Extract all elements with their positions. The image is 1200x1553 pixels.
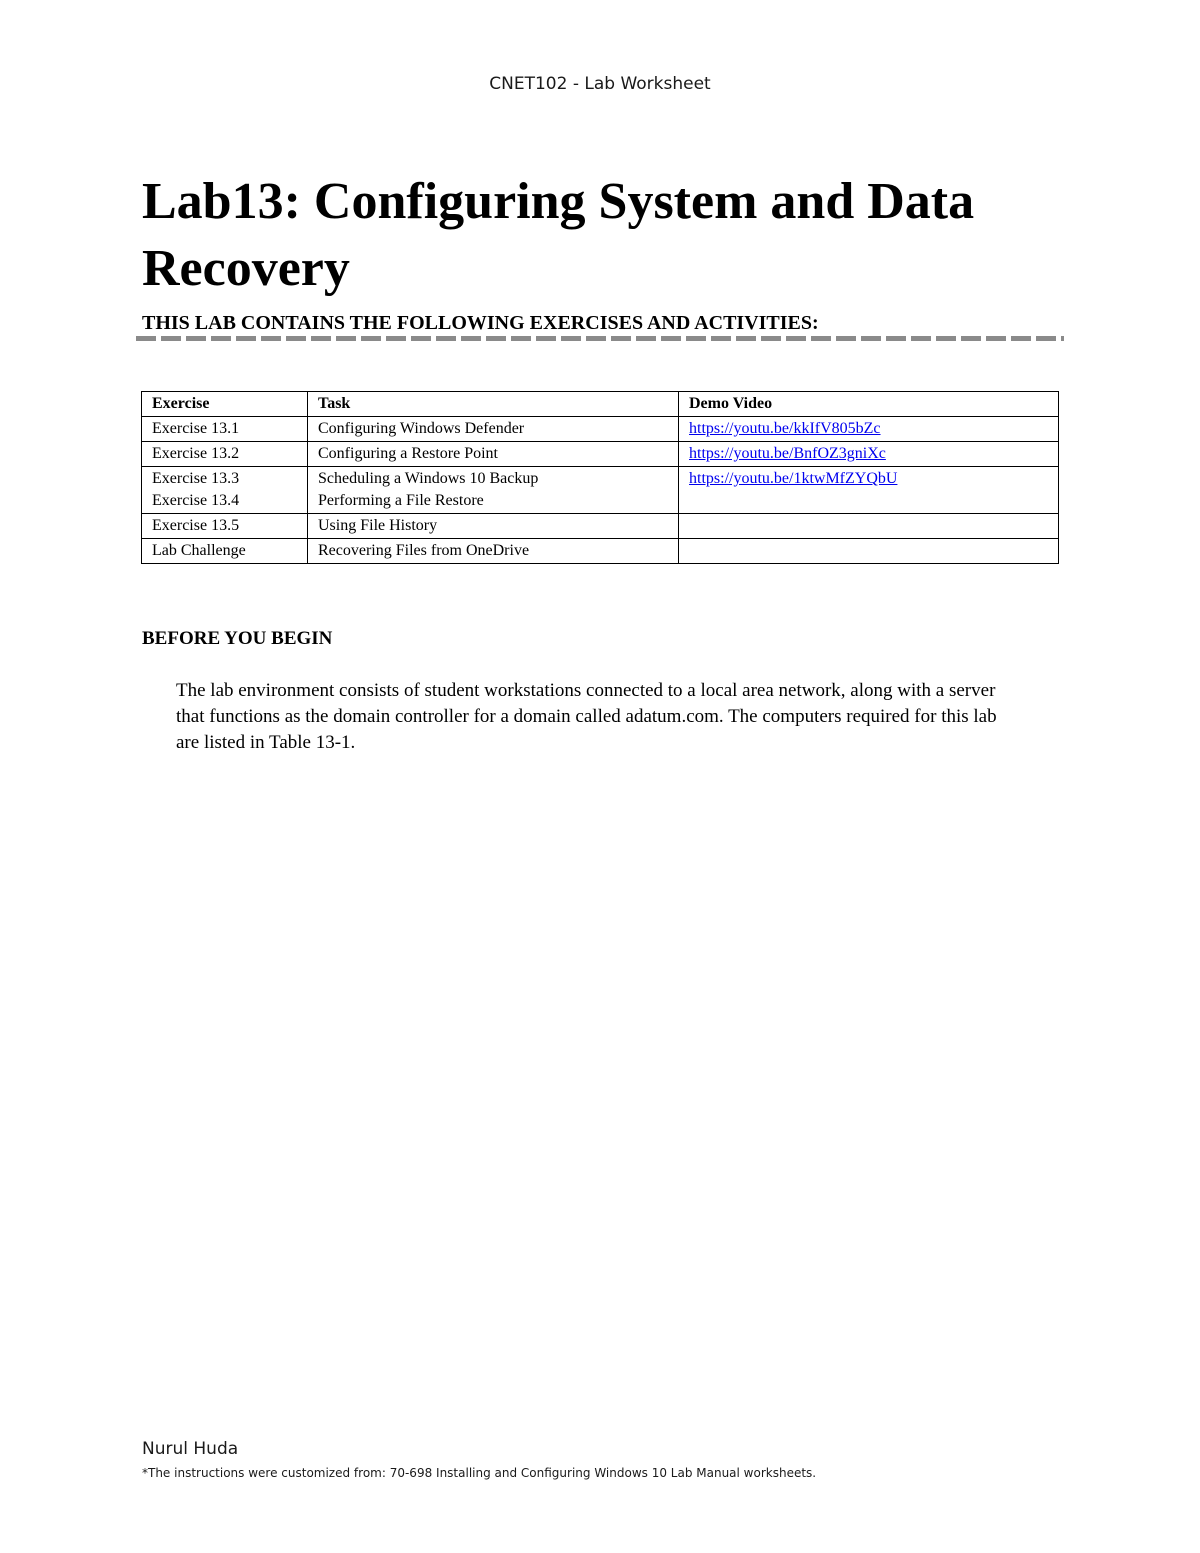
exercise-line: Exercise 13.3 <box>152 470 240 487</box>
task-cell: Configuring Windows Defender <box>308 417 679 442</box>
video-link[interactable]: https://youtu.be/1ktwMfZYQbU <box>689 470 898 487</box>
video-link[interactable]: https://youtu.be/kkIfV805bZc <box>689 420 881 437</box>
before-you-begin-text: The lab environment consists of student workstations connected to a local area network, along with a server that functions as the domain controller for a domain called adatum.com. The computers required for this lab are listed in Table 13-1. <box>176 680 997 753</box>
task-cell <box>308 467 679 514</box>
exercise-cell: Exercise 13.1 <box>142 417 308 442</box>
exercise-line: Exercise 13.4 <box>152 492 240 509</box>
exercise-table <box>141 391 1059 564</box>
exercise-cell: Lab Challenge <box>142 539 308 564</box>
table-row <box>142 514 1059 539</box>
before-you-begin-heading: BEFORE YOU BEGIN <box>142 628 333 649</box>
task-line: Performing a File Restore <box>318 492 484 509</box>
exercise-cell: Exercise 13.5 <box>142 514 308 539</box>
footer-author: Nurul Huda <box>142 1439 239 1459</box>
table-row <box>142 417 1059 442</box>
video-cell <box>679 467 1059 514</box>
table-row <box>142 539 1059 564</box>
task-cell: Recovering Files from OneDrive <box>308 539 679 564</box>
contents-heading: THIS LAB CONTAINS THE FOLLOWING EXERCISES AND ACTIVITIES: <box>142 312 819 334</box>
dashed-divider <box>136 336 1064 341</box>
column-header-task: Task <box>308 392 679 417</box>
table-row <box>142 467 1059 514</box>
column-header-exercise: Exercise <box>142 392 308 417</box>
video-link[interactable]: https://youtu.be/BnfOZ3gniXc <box>689 445 886 462</box>
task-cell: Using File History <box>308 514 679 539</box>
page-title: Lab13: Configuring System and Data Recovery <box>142 173 975 297</box>
video-cell <box>679 442 1059 467</box>
footer-note: *The instructions were customized from: 70-698 Installing and Configuring Windows 10 Lab Manual worksheets. <box>142 1466 817 1480</box>
table-row <box>142 442 1059 467</box>
video-cell <box>679 539 1059 564</box>
video-cell <box>679 514 1059 539</box>
table-header-row <box>142 392 1059 417</box>
column-header-demo-video: Demo Video <box>679 392 1059 417</box>
task-cell: Configuring a Restore Point <box>308 442 679 467</box>
video-cell <box>679 417 1059 442</box>
exercise-cell <box>142 467 308 514</box>
exercise-cell: Exercise 13.2 <box>142 442 308 467</box>
page-header: CNET102 - Lab Worksheet <box>489 74 711 94</box>
task-line: Scheduling a Windows 10 Backup <box>318 470 539 487</box>
